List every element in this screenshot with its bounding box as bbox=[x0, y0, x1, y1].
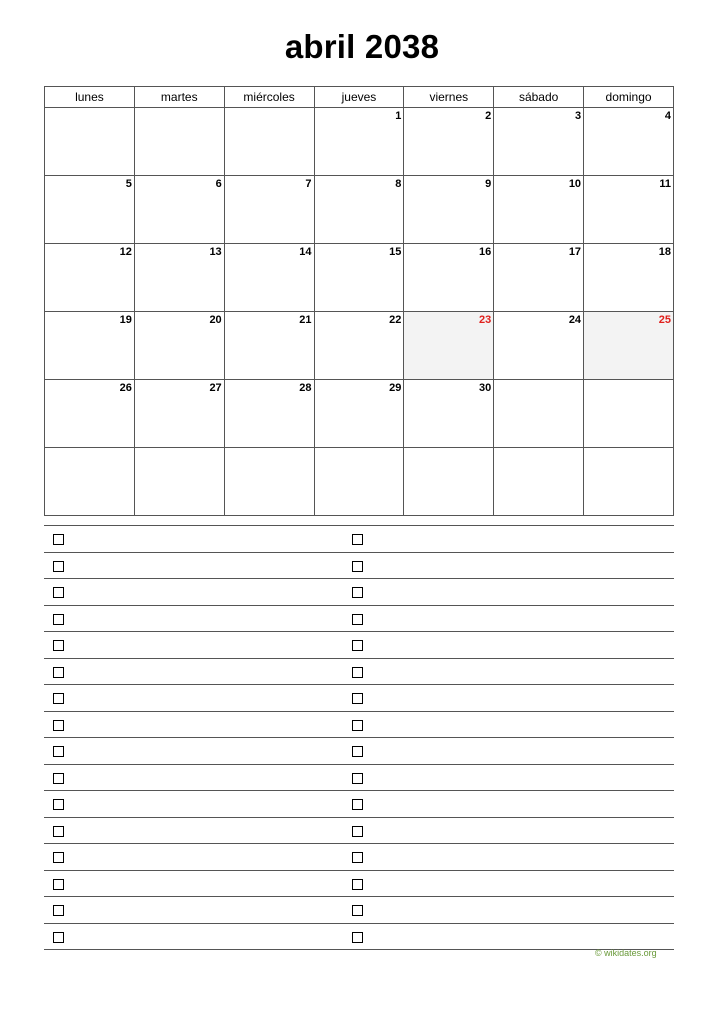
checkbox-icon[interactable] bbox=[352, 879, 363, 890]
checkbox-icon[interactable] bbox=[53, 534, 64, 545]
day-number: 6 bbox=[215, 178, 222, 190]
checkbox-icon[interactable] bbox=[352, 693, 363, 704]
day-number: 7 bbox=[305, 178, 312, 190]
calendar-day-cell bbox=[314, 108, 404, 176]
day-number: 28 bbox=[299, 382, 312, 394]
weekday-header: viernes bbox=[404, 87, 494, 108]
todo-row bbox=[44, 765, 674, 792]
calendar-day-cell bbox=[584, 312, 674, 380]
checkbox-icon[interactable] bbox=[53, 667, 64, 678]
calendar-day-cell bbox=[224, 380, 314, 448]
day-number: 30 bbox=[478, 382, 492, 394]
calendar-day-cell bbox=[314, 380, 404, 448]
day-number: 1 bbox=[395, 110, 402, 122]
checkbox-icon[interactable] bbox=[53, 746, 64, 757]
day-number: 17 bbox=[568, 246, 582, 258]
day-number: 13 bbox=[209, 246, 222, 258]
day-number bbox=[225, 108, 314, 109]
todo-row bbox=[44, 632, 674, 659]
day-number bbox=[494, 380, 583, 381]
day-number bbox=[135, 448, 224, 449]
day-number bbox=[584, 380, 673, 381]
calendar-body bbox=[45, 108, 674, 516]
day-number: 22 bbox=[389, 314, 402, 326]
todo-row bbox=[44, 659, 674, 686]
todo-row bbox=[44, 791, 674, 818]
checkbox-icon[interactable] bbox=[352, 667, 363, 678]
calendar-day-cell bbox=[404, 312, 494, 380]
day-number: 8 bbox=[395, 178, 402, 190]
calendar-week-row bbox=[45, 448, 674, 516]
checkbox-icon[interactable] bbox=[352, 799, 363, 810]
checkbox-icon[interactable] bbox=[352, 773, 363, 784]
checkbox-icon[interactable] bbox=[352, 614, 363, 625]
todo-row bbox=[44, 712, 674, 739]
todo-row bbox=[44, 553, 674, 580]
checkbox-icon[interactable] bbox=[352, 640, 363, 651]
day-number: 18 bbox=[658, 246, 671, 258]
calendar-day-cell bbox=[584, 176, 674, 244]
calendar-day-cell bbox=[134, 448, 224, 516]
calendar-day-cell bbox=[224, 244, 314, 312]
checkbox-icon[interactable] bbox=[352, 746, 363, 757]
checkbox-icon[interactable] bbox=[352, 932, 363, 943]
checkbox-icon[interactable] bbox=[352, 561, 363, 572]
calendar-day-cell bbox=[224, 108, 314, 176]
calendar-day-cell bbox=[404, 448, 494, 516]
checkbox-icon[interactable] bbox=[53, 932, 64, 943]
day-number bbox=[494, 448, 583, 449]
calendar-week-row bbox=[45, 176, 674, 244]
calendar-day-cell bbox=[494, 448, 584, 516]
calendar-week-row bbox=[45, 108, 674, 176]
calendar-day-cell bbox=[584, 244, 674, 312]
calendar-day-cell bbox=[314, 176, 404, 244]
checkbox-icon[interactable] bbox=[352, 826, 363, 837]
checkbox-icon[interactable] bbox=[53, 587, 64, 598]
calendar-day-cell bbox=[45, 176, 135, 244]
todo-row bbox=[44, 871, 674, 898]
calendar-day-cell bbox=[45, 244, 135, 312]
calendar-week-row bbox=[45, 380, 674, 448]
day-number: 21 bbox=[299, 314, 312, 326]
todo-row bbox=[44, 738, 674, 765]
calendar-day-cell bbox=[404, 244, 494, 312]
day-number: 2 bbox=[485, 110, 492, 122]
checkbox-icon[interactable] bbox=[352, 852, 363, 863]
calendar-day-cell bbox=[224, 312, 314, 380]
checkbox-icon[interactable] bbox=[53, 614, 64, 625]
calendar-day-cell bbox=[404, 108, 494, 176]
day-number: 20 bbox=[209, 314, 222, 326]
day-number: 26 bbox=[119, 382, 132, 394]
checkbox-icon[interactable] bbox=[352, 905, 363, 916]
day-number bbox=[584, 448, 673, 449]
calendar-day-cell bbox=[45, 312, 135, 380]
day-number: 3 bbox=[574, 110, 582, 122]
day-number bbox=[404, 448, 493, 449]
todo-row bbox=[44, 526, 674, 553]
day-number: 16 bbox=[478, 246, 492, 258]
calendar-day-cell bbox=[134, 380, 224, 448]
weekday-header: domingo bbox=[584, 87, 674, 108]
day-number: 23 bbox=[478, 314, 492, 326]
calendar-day-cell bbox=[494, 380, 584, 448]
checkbox-icon[interactable] bbox=[53, 720, 64, 731]
checkbox-icon[interactable] bbox=[352, 587, 363, 598]
day-number: 5 bbox=[125, 178, 132, 190]
day-number bbox=[45, 108, 134, 109]
calendar-week-row bbox=[45, 244, 674, 312]
calendar-day-cell bbox=[494, 244, 584, 312]
checkbox-icon[interactable] bbox=[53, 879, 64, 890]
checkbox-icon[interactable] bbox=[53, 640, 64, 651]
day-number: 25 bbox=[658, 314, 671, 326]
calendar-day-cell bbox=[584, 108, 674, 176]
checkbox-icon[interactable] bbox=[352, 534, 363, 545]
day-number: 4 bbox=[664, 110, 671, 122]
calendar-day-cell bbox=[584, 448, 674, 516]
calendar-day-cell bbox=[314, 244, 404, 312]
todo-row bbox=[44, 606, 674, 633]
calendar-day-cell bbox=[224, 176, 314, 244]
calendar-day-cell bbox=[494, 108, 584, 176]
day-number: 15 bbox=[389, 246, 402, 258]
checkbox-icon[interactable] bbox=[53, 561, 64, 572]
weekday-header: lunes bbox=[45, 87, 135, 108]
calendar-day-cell bbox=[45, 380, 135, 448]
day-number bbox=[45, 448, 134, 449]
weekday-header-row bbox=[45, 87, 674, 108]
calendar-grid bbox=[44, 86, 674, 516]
calendar-day-cell bbox=[134, 312, 224, 380]
checkbox-icon[interactable] bbox=[53, 826, 64, 837]
day-number: 12 bbox=[119, 246, 132, 258]
calendar-day-cell bbox=[404, 380, 494, 448]
footer-credit: © wikidates.org bbox=[595, 948, 657, 958]
day-number: 9 bbox=[485, 178, 492, 190]
day-number: 11 bbox=[659, 178, 671, 190]
checkbox-icon[interactable] bbox=[352, 720, 363, 731]
weekday-header: jueves bbox=[314, 87, 404, 108]
calendar-week-row bbox=[45, 312, 674, 380]
checkbox-icon[interactable] bbox=[53, 852, 64, 863]
calendar-day-cell bbox=[314, 448, 404, 516]
todo-row bbox=[44, 818, 674, 845]
checkbox-icon[interactable] bbox=[53, 905, 64, 916]
day-number: 29 bbox=[389, 382, 402, 394]
page-title: abril 2038 bbox=[284, 28, 440, 65]
calendar-day-cell bbox=[584, 380, 674, 448]
day-number: 24 bbox=[568, 314, 582, 326]
checkbox-icon[interactable] bbox=[53, 773, 64, 784]
todo-row bbox=[44, 685, 674, 712]
todo-row bbox=[44, 897, 674, 924]
calendar-day-cell bbox=[494, 176, 584, 244]
checkbox-icon[interactable] bbox=[53, 799, 64, 810]
day-number bbox=[225, 448, 314, 449]
calendar-day-cell bbox=[494, 312, 584, 380]
todo-row bbox=[44, 579, 674, 606]
calendar-day-cell bbox=[134, 244, 224, 312]
weekday-header: sábado bbox=[494, 87, 584, 108]
calendar-day-cell bbox=[134, 176, 224, 244]
day-number: 19 bbox=[119, 314, 132, 326]
calendar-day-cell bbox=[224, 448, 314, 516]
todo-row bbox=[44, 844, 674, 871]
checkbox-icon[interactable] bbox=[53, 693, 64, 704]
day-number bbox=[135, 108, 224, 109]
calendar-day-cell bbox=[45, 448, 135, 516]
todo-list bbox=[44, 525, 674, 950]
day-number bbox=[315, 448, 404, 449]
calendar-day-cell bbox=[314, 312, 404, 380]
day-number: 27 bbox=[209, 382, 222, 394]
todo-row bbox=[44, 924, 674, 951]
day-number: 10 bbox=[568, 178, 582, 190]
calendar-day-cell bbox=[404, 176, 494, 244]
weekday-header: martes bbox=[134, 87, 224, 108]
calendar-day-cell bbox=[134, 108, 224, 176]
weekday-header: miércoles bbox=[224, 87, 314, 108]
day-number: 14 bbox=[299, 246, 312, 258]
calendar-day-cell bbox=[45, 108, 135, 176]
